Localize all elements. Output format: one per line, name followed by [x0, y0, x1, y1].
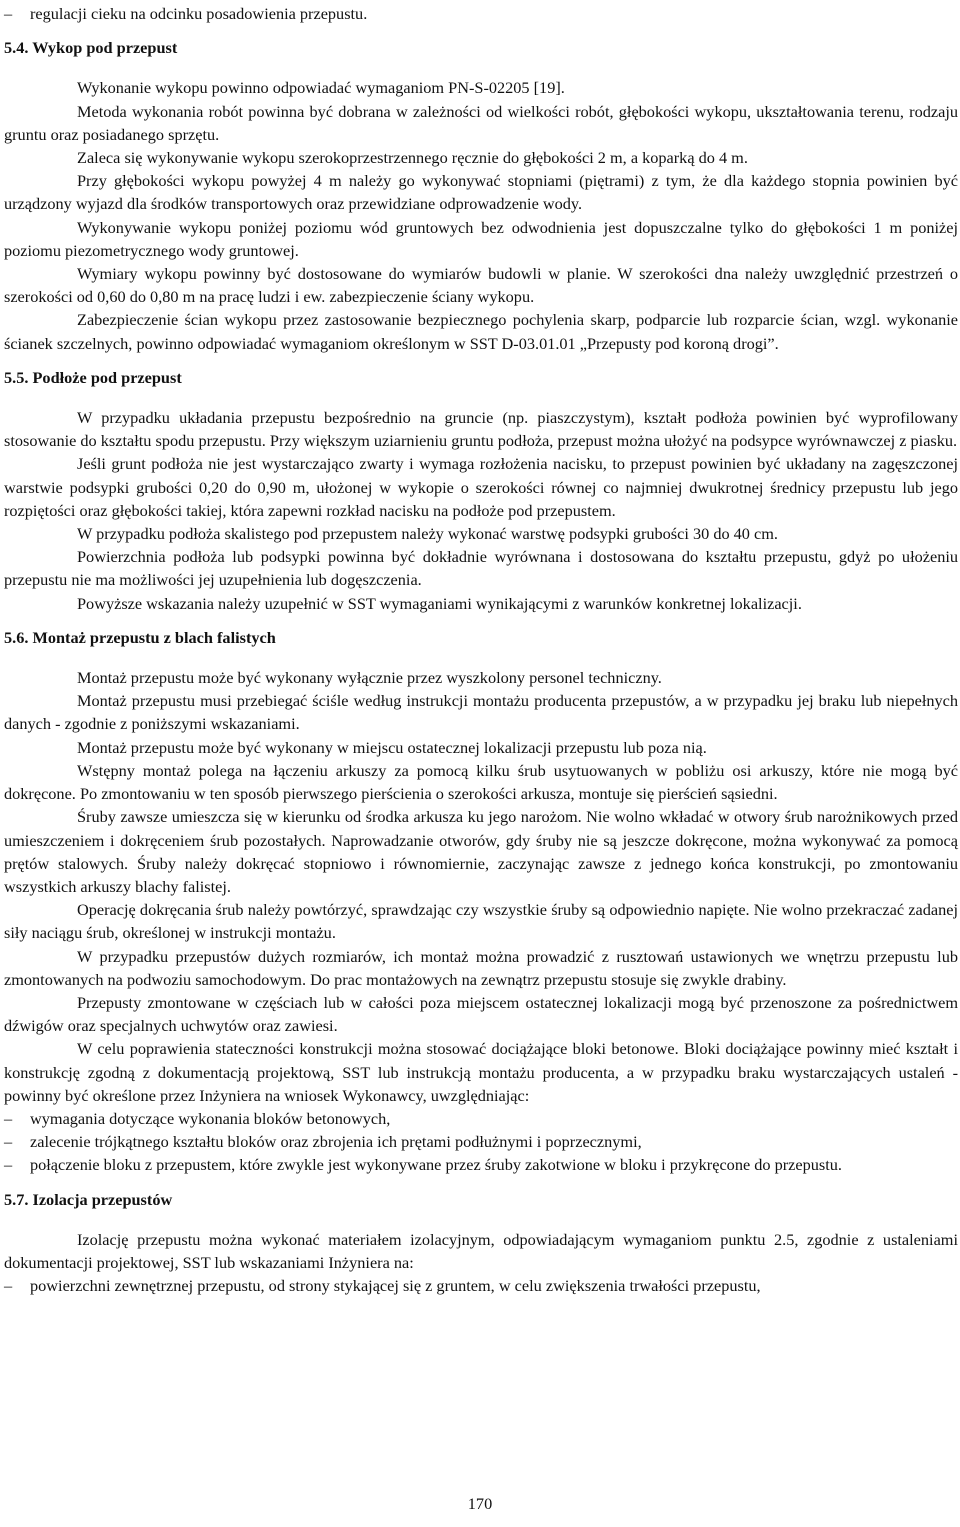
paragraph: Zabezpieczenie ścian wykopu przez zastosowanie bezpiecznego pochylenia skarp, podparcie lub rozparcie ścian, wzgl. wykonanie ścianek szczelnych, powinno odpowiadać wymaganiom określonym w SST D-03.01.01 „Przepusty pod koroną drogi”.	[4, 310, 958, 353]
paragraph: Montaż przepustu musi przebiegać ściśle według instrukcji montażu producenta przepustów, a w przypadku jej braku lub niepełnych danych - zgodnie z poniższymi wskazaniami.	[4, 691, 958, 734]
list-item-text: powierzchni zewnętrznej przepustu, od strony stykającej się z gruntem, w celu zwiększenia trwałości przepustu,	[30, 1276, 761, 1296]
paragraph: Izolację przepustu można wykonać materiałem izolacyjnym, odpowiadającym wymaganiom punktu 2.5, zgodnie z ustaleniami dokumentacji projektowej, SST lub wskazaniami Inżyniera na:	[4, 1229, 958, 1272]
paragraph: Montaż przepustu może być wykonany w miejscu ostatecznej lokalizacji przepustu lub poza nią.	[77, 737, 707, 757]
paragraph: Montaż przepustu może być wykonany wyłącznie przez wyszkolony personel techniczny.	[77, 668, 662, 688]
list-item-text: zalecenie trójkątnego kształtu bloków oraz zbrojenia ich prętami podłużnymi i poprzecznymi,	[30, 1132, 642, 1152]
section-heading-5-6: 5.6. Montaż przepustu z blach falistych	[4, 627, 276, 647]
paragraph: Wstępny montaż polega na łączeniu arkuszy za pomocą kilku śrub usytuowanych w pobliżu osi arkuszy, które nie mogą być dokręcone. Po zmontowaniu w ten sposób pierwszego pierścienia o szerokości arkusza, montuje się pierścień sąsiedni.	[4, 760, 958, 804]
paragraph: W celu poprawienia stateczności konstrukcji można stosować dociążające bloki betonowe. Bloki dociążające powinny mieć kształt i konstrukcję zgodną z dokumentacją projektową, SST lub instrukcją montażu producenta, a w przypadku braku wystarczających ustaleń - powinny być określone przez Inżyniera na wniosek Wykonawcy, uwzględniając:	[4, 1039, 958, 1105]
list-item-text: wymagania dotyczące wykonania bloków betonowych,	[30, 1108, 391, 1128]
paragraph: Wymiary wykopu powinny być dostosowane do wymiarów budowli w planie. W szerokości dna należy uwzględnić przestrzeń o szerokości od 0,60 do 0,80 m na pracę ludzi i ew. zabezpieczenie ściany wykopu.	[4, 264, 958, 307]
list-dash: –	[4, 1276, 13, 1296]
paragraph: Przy głębokości wykopu powyżej 4 m należy go wykonywać stopniami (piętrami) z tym, że dla każdego stopnia powinien być urządzony wyjazd dla środków transportowych oraz przewidziane odprowadzenie wody.	[4, 171, 958, 214]
paragraph: W przypadku przepustów dużych rozmiarów, ich montaż można prowadzić z rusztowań ustawionych we wnętrzu przepustu lub zmontowanych na podwoziu samochodowym. Do prac montażowych na zewnątrz przepustu stosuje się zwykle drabiny.	[4, 946, 958, 989]
paragraph: Operację dokręcania śrub należy powtórzyć, sprawdzając czy wszystkie śruby są odpowiednio napięte. Nie wolno przekraczać zadanej siły naciągu śrub, określonej w instrukcji montażu.	[4, 900, 958, 943]
list-dash: –	[4, 1132, 13, 1152]
paragraph: Powyższe wskazania należy uzupełnić w SST wymaganiami wynikającymi z warunków konkretnej lokalizacji.	[77, 593, 802, 613]
list-item	[4, 1153, 958, 1176]
list-item-text: regulacji cieku na odcinku posadowienia przepustu.	[30, 4, 368, 23]
list-item	[4, 2, 958, 25]
list-dash: –	[4, 1108, 13, 1128]
list-item-text: połączenie bloku z przepustem, które zwykle jest wykonywane przez śruby zakotwione w bloku i przykręcone do przepustu.	[30, 1155, 842, 1175]
section-heading-5-4: 5.4. Wykop pod przepust	[4, 38, 178, 58]
paragraph: Jeśli grunt podłoża nie jest wystarczająco zwarty i wymaga rozłożenia nacisku, to przepust powinien być układany na zagęszczonej warstwie podsypki grubości 0,20 do 0,90 m, ułożonej w wykopie o szerokości równej co najmniej dwukrotnej średnicy przepustu lub jego rozpiętości oraz głębokości takiej, która zapewni rozkład nacisku na podłoże pod przepustem.	[4, 454, 958, 520]
list-item	[4, 1274, 958, 1297]
paragraph: Wykonywanie wykopu poniżej poziomu wód gruntowych bez odwodnienia jest dopuszczalne tylko do głębokości 1 m poniżej poziomu piezometrycznego wody gruntowej.	[4, 217, 958, 260]
list-item	[4, 1130, 958, 1153]
paragraph: W przypadku układania przepustu bezpośrednio na gruncie (np. piaszczystym), kształt podłoża powinien być wyprofilowany stosowanie do kształtu spodu przepustu. Przy większym uziarnieniu gruntu podłoża, przepust można ułożyć na podsypce wyrównawczej z piasku.	[4, 408, 958, 451]
section-heading-5-5: 5.5. Podłoże pod przepust	[4, 367, 182, 387]
paragraph: Zaleca się wykonywanie wykopu szerokoprzestrzennego ręcznie do głębokości 2 m, a koparką do 4 m.	[77, 148, 748, 168]
paragraph: Metoda wykonania robót powinna być dobrana w zależności od wielkości robót, głębokości wykopu, ukształtowania terenu, rodzaju gruntu oraz posiadanego sprzętu.	[4, 101, 958, 144]
list-dash: –	[4, 1155, 13, 1175]
page-number: 170	[467, 1494, 493, 1513]
list-dash: –	[4, 4, 13, 23]
paragraph: Wykonanie wykopu powinno odpowiadać wymaganiom PN-S-02205 [19].	[77, 78, 565, 98]
section-heading-5-7: 5.7. Izolacja przepustów	[4, 1189, 173, 1209]
list-item	[4, 1107, 958, 1130]
paragraph: Powierzchnia podłoża lub podsypki powinna być dokładnie wyrównana i dostosowana do kształtu przepustu, gdyż po ułożeniu przepustu nie ma możliwości jej uzupełnienia lub dogęszczenia.	[4, 547, 958, 590]
paragraph: Śruby zawsze umieszcza się w kierunku od środka arkusza ku jego narożom. Nie wolno wkładać w otwory śrub narożnikowych przed umieszczeniem i dokręceniem śrub pozostałych. Naprowadzanie otworów, gdy śruby nie są jeszcze dokręcone, można wykonywać za pomocą prętów stalowych. Śruby należy dokręcać stopniowo i równomiernie, zaczynając zawsze z jednego końca konstrukcji, po zmontowaniu wszystkich arkuszy blachy falistej.	[4, 807, 958, 896]
document-page	[4, 2, 958, 1297]
paragraph: W przypadku podłoża skalistego pod przepustem należy wykonać warstwę podsypki grubości 30 do 40 cm.	[77, 524, 778, 544]
paragraph: Przepusty zmontowane w częściach lub w całości poza miejscem ostatecznej lokalizacji mogą być przenoszone za pośrednictwem dźwigów oraz specjalnych uchwytów oraz zawiesi.	[4, 992, 958, 1036]
